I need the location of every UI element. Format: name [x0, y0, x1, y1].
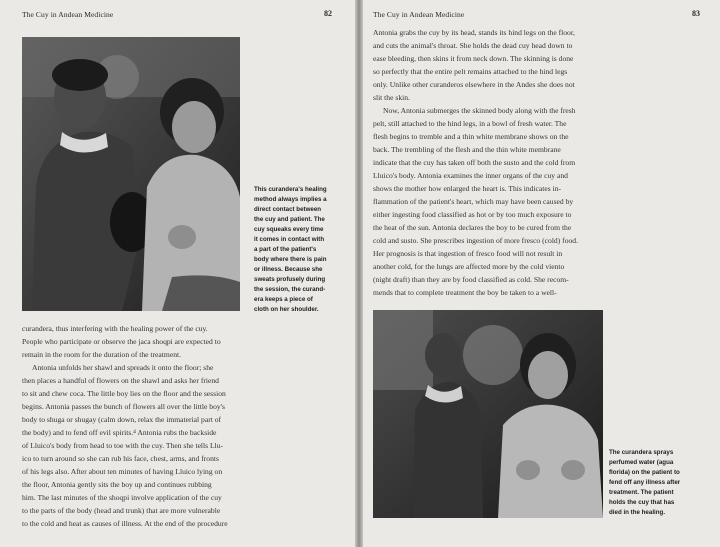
caption-line: holds the cuy that has	[609, 499, 675, 506]
text-line: to sit and chew coca. The little boy lies on the floor and the session	[22, 389, 226, 398]
caption-line: it comes in contact with	[254, 236, 325, 243]
caption-line: or illness. Because she	[254, 266, 323, 273]
page-number: 82	[324, 9, 332, 18]
text-line: to the cold and heat as causes of illness. At the end of the procedure	[22, 519, 228, 528]
text-line: of his legs also. After about ten minutes of having Lluico lying on	[22, 467, 223, 476]
text-line: shows the mother how enlarged the heart is. This indicates in-	[373, 184, 562, 193]
text-line: of Lluico's body from head to toe with the cuy. Then she tells Llu-	[22, 441, 224, 450]
caption-line: cuy squeaks every time	[254, 226, 324, 233]
text-line: mends that to complete treatment the boy be taken to a well-	[373, 288, 557, 297]
caption-line: perfumed water (agua	[609, 459, 674, 466]
right-page	[363, 0, 720, 547]
caption-line: method always implies a	[254, 196, 327, 203]
text-line: remain in the room for the duration of the treatment.	[22, 350, 181, 359]
text-line: Antonia unfolds her shawl and spreads it onto the floor; she	[32, 363, 214, 372]
text-line: indicate that the cuy has taken off both the susto and the cold from	[373, 158, 576, 167]
text-line: begins. Antonia passes the bunch of flowers all over the little boy's	[22, 402, 225, 411]
caption-line: cloth on her shoulder.	[254, 306, 319, 313]
text-line: and cuts the animal's throat. She holds the dead cuy head down to	[373, 41, 573, 50]
left-page	[0, 0, 355, 547]
text-line: body to shuga or shugay (calm down, relax the immaterial part of	[22, 415, 222, 424]
caption-line: died in the healing.	[609, 509, 666, 516]
photo-caption	[609, 448, 680, 518]
text-line: another cold, for the lungs are affected more by the cold viento	[373, 262, 565, 271]
text-line: curandera, thus interfering with the healing power of the cuy.	[22, 324, 208, 333]
caption-line: The curandera sprays	[609, 449, 674, 456]
text-line: pelt, still attached to the hind legs, in a bowl of fresh water. The	[373, 119, 567, 128]
text-line: flesh begins to tremble and a thin white membrane shows on the	[373, 132, 569, 141]
body-text	[373, 26, 578, 299]
caption-line: sweats profusely during	[254, 276, 326, 283]
text-line: then places a handful of flowers on the shawl and asks her friend	[22, 376, 219, 385]
caption-line: direct contact between	[254, 206, 322, 213]
running-head: The Cuy in Andean Medicine	[373, 10, 465, 19]
text-line: ease bleeding, then skins it from neck down. The skinning is done	[373, 54, 574, 63]
text-line: so perfectly that the entire pelt remains attached to the hind legs	[373, 67, 568, 76]
photo-curandera-healing	[22, 37, 240, 311]
text-line: the floor, Antonia gently sits the boy up and continues rubbing	[22, 480, 212, 489]
text-line: to the parts of the body (head and trunk) that are more vulnerable	[22, 506, 221, 515]
caption-line: the session, the curand-	[254, 286, 326, 293]
text-line: the heat of the sun. Antonia declares the boy to be cured from the	[373, 223, 572, 232]
text-line: flammation of the patient's heart, which may have been caused by	[373, 197, 574, 206]
text-line: either ingesting food classified as hot or by too much exposure to	[373, 210, 572, 219]
caption-line: fend off any illness after	[609, 479, 681, 486]
photo-caption	[254, 185, 327, 315]
caption-line: This curandera's healing	[254, 186, 327, 193]
text-line: slit the skin.	[373, 93, 410, 102]
text-line: the body) and to fend off evil spirits.⁴ Antonia rubs the backside	[22, 428, 217, 437]
text-line: cold and susto. She prescribes ingestion of more fresco (cold) food.	[373, 236, 578, 245]
body-text	[22, 322, 228, 530]
caption-line: a part of the patient's	[254, 246, 317, 253]
text-line: him. The last minutes of the shoqpi involve application of the cuy	[22, 493, 222, 502]
text-line: back. The trembling of the flesh and the thin white membrane	[373, 145, 561, 154]
photo-illustration	[22, 37, 240, 311]
photo-curandera-spraying	[373, 310, 603, 518]
text-line: Lluico's body. Antonia examines the inner organs of the cuy and	[373, 171, 568, 180]
text-line: Antonia grabs the cuy by its head, stands its hind legs on the floor,	[373, 28, 575, 37]
caption-line: body where there is pain	[254, 256, 327, 263]
page-number: 83	[692, 9, 700, 18]
caption-line: era keeps a piece of	[254, 296, 313, 303]
text-line: Now, Antonia submerges the skinned body along with the fresh	[383, 106, 576, 115]
text-line: Her prognosis is that ingestion of fresco food will not result in	[373, 249, 563, 258]
caption-line: florida) on the patient to	[609, 469, 680, 476]
text-line: (night draft) than they are by food classified as cold. She recom-	[373, 275, 569, 284]
book-gutter	[355, 0, 363, 547]
text-line: ico to turn around so she can rub his face, chest, arms, and fronts	[22, 454, 219, 463]
text-line: only. Unlike other curanderos elsewhere in the Andes she does not	[373, 80, 575, 89]
caption-line: the cuy and patient. The	[254, 216, 325, 223]
caption-line: treatment. The patient	[609, 489, 674, 496]
running-head: The Cuy in Andean Medicine	[22, 10, 114, 19]
photo-illustration	[373, 310, 603, 518]
text-line: People who participate or observe the jaca shoqpi are expected to	[22, 337, 221, 346]
